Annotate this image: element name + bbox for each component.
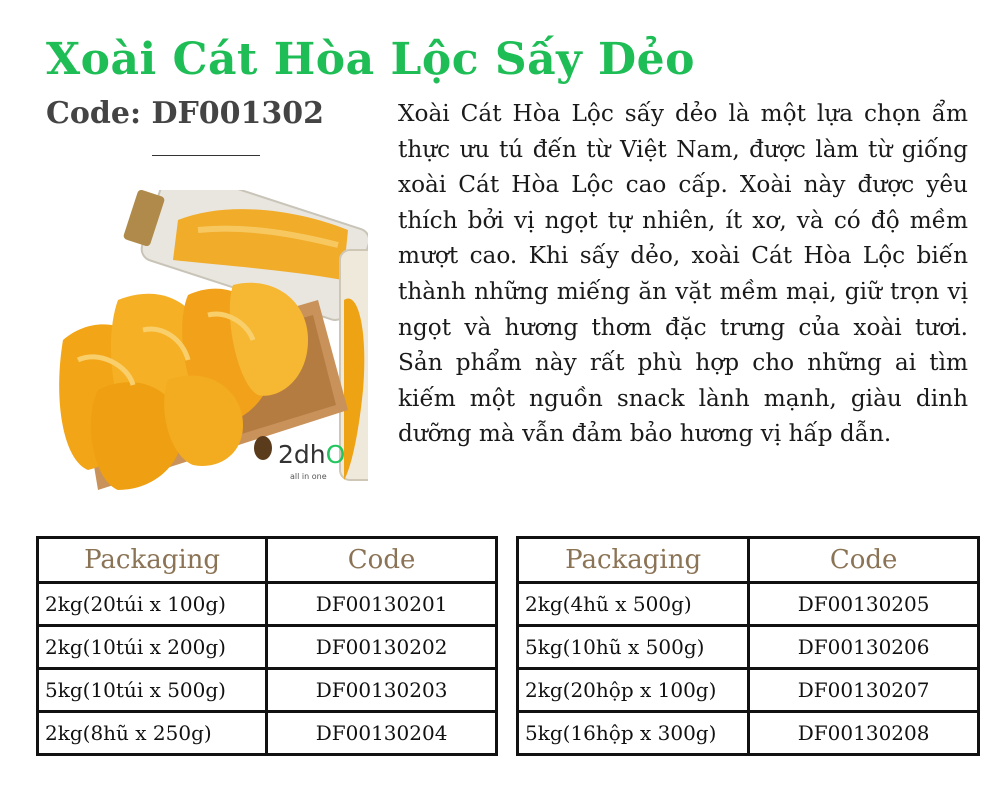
table-row bbox=[38, 712, 497, 755]
packaging-cell: 2kg(8hũ x 250g) bbox=[38, 712, 267, 755]
packaging-cell: 2kg(4hũ x 500g) bbox=[518, 583, 749, 626]
table-row bbox=[38, 583, 497, 626]
table-header-row bbox=[518, 538, 979, 583]
code-cell: DF00130206 bbox=[749, 626, 979, 669]
table-row bbox=[38, 626, 497, 669]
header-packaging: Packaging bbox=[518, 538, 749, 583]
packaging-cell: 5kg(16hộp x 300g) bbox=[518, 712, 749, 755]
code-cell: DF00130201 bbox=[267, 583, 497, 626]
table-row bbox=[518, 712, 979, 755]
packaging-table-right bbox=[516, 536, 980, 756]
brand-tagline: all in one bbox=[290, 472, 327, 481]
table-row bbox=[518, 583, 979, 626]
packaging-cell: 5kg(10túi x 500g) bbox=[38, 669, 267, 712]
product-code: Code: DF001302 bbox=[46, 96, 325, 131]
code-cell: DF00130204 bbox=[267, 712, 497, 755]
packaging-cell: 2kg(10túi x 200g) bbox=[38, 626, 267, 669]
code-cell: DF00130205 bbox=[749, 583, 979, 626]
packaging-cell: 5kg(10hũ x 500g) bbox=[518, 626, 749, 669]
code-cell: DF00130208 bbox=[749, 712, 979, 755]
header-code: Code bbox=[267, 538, 497, 583]
table-row bbox=[518, 626, 979, 669]
product-title: Xoài Cát Hòa Lộc Sấy Dẻo bbox=[46, 34, 696, 85]
table-row bbox=[518, 669, 979, 712]
code-cell: DF00130203 bbox=[267, 669, 497, 712]
divider bbox=[152, 155, 260, 156]
brand-logo: 2dhO bbox=[278, 440, 346, 469]
packaging-cell: 2kg(20hộp x 100g) bbox=[518, 669, 749, 712]
header-code: Code bbox=[749, 538, 979, 583]
table-row bbox=[38, 669, 497, 712]
code-cell: DF00130202 bbox=[267, 626, 497, 669]
code-cell: DF00130207 bbox=[749, 669, 979, 712]
header-packaging: Packaging bbox=[38, 538, 267, 583]
packaging-table-left bbox=[36, 536, 498, 756]
packaging-cell: 2kg(20túi x 100g) bbox=[38, 583, 267, 626]
table-header-row bbox=[38, 538, 497, 583]
product-description: Xoài Cát Hòa Lộc sấy dẻo là một lựa chọn ẩm thực ưu tú đến từ Việt Nam, được làm từ giống xoài Cát Hòa Lộc cao cấp. Xoài này được yêu thích bởi vị ngọt tự nhiên, ít xơ, và có độ mềm mượt cao. Khi sấy dẻo, xoài Cát Hòa Lộc biến thành những miếng ăn vặt mềm mại, giữ trọn vị ngọt và hương thơm đặc trưng của xoài tươi. Sản phẩm này rất phù hợp cho những ai tìm kiếm một nguồn snack lành mạnh, giàu dinh dưỡng mà vẫn đảm bảo hương vị hấp dẫn. bbox=[398, 100, 968, 448]
